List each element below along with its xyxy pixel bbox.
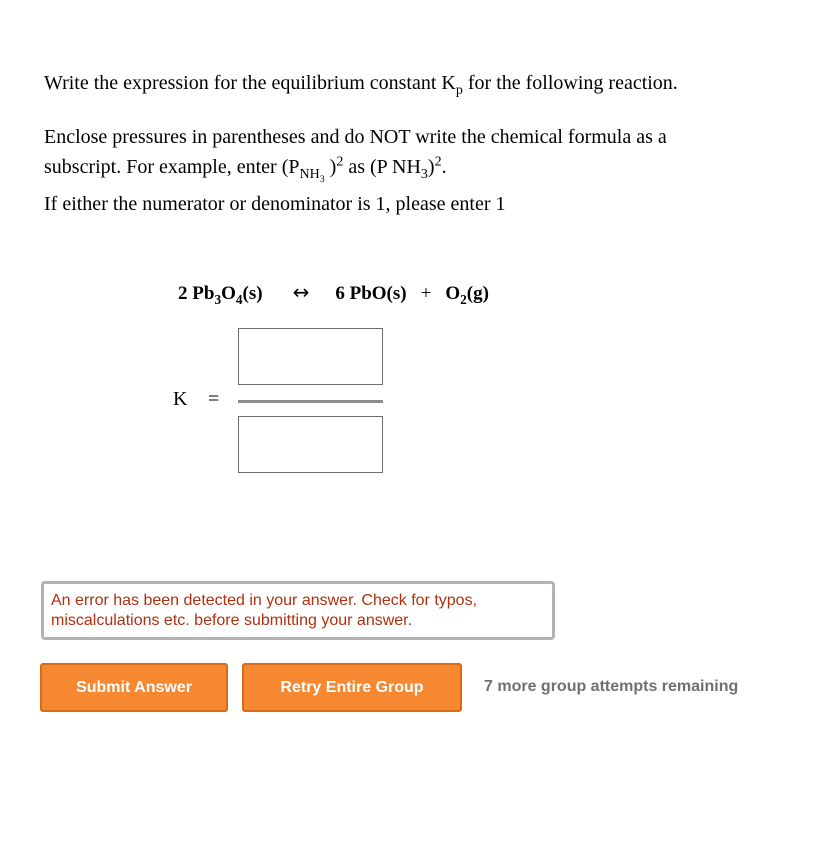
reactant-coef: 2 Pb (178, 283, 215, 304)
retry-entire-group-button[interactable]: Retry Entire Group (242, 663, 462, 712)
reactant-sub-1: 3 (214, 291, 222, 307)
q3-sup: 2 (336, 154, 344, 170)
q3-c: as (P NH (343, 156, 421, 178)
q1-sub: p (455, 83, 463, 98)
q3-sub (299, 167, 325, 185)
question-line-3 (44, 154, 447, 185)
q3-sub2: 3 (319, 173, 325, 185)
chemical-reaction (178, 280, 489, 305)
submit-answer-button[interactable]: Submit Answer (40, 663, 228, 712)
product-2-state: (g) (466, 283, 489, 304)
reactant-sub-2: 4 (235, 291, 243, 307)
question-line-1 (44, 71, 678, 98)
attempts-remaining-text: 7 more group attempts remaining (484, 678, 739, 695)
product-2-sub: 2 (460, 291, 467, 307)
question-line-4: If either the numerator or denominator is 1, please enter 1 (44, 193, 506, 215)
q3-sub-text: NH (299, 167, 320, 182)
q3-b: ) (324, 156, 337, 178)
equals-sign: = (208, 388, 220, 410)
k-label: K (173, 388, 188, 410)
equilibrium-arrow-icon: ↔ (292, 280, 310, 304)
error-message-box (41, 581, 555, 640)
reactant-state: (s) (242, 283, 263, 304)
numerator-input[interactable] (238, 328, 383, 385)
q3-sup2: 2 (434, 154, 442, 170)
question-line-2: Enclose pressures in parentheses and do NOT write the chemical formula as a (44, 126, 667, 148)
q3-a: subscript. For example, enter (P (44, 156, 300, 178)
q1-text-after: for the following reaction. (462, 72, 678, 94)
product-1: 6 PbO(s) (335, 283, 407, 304)
q3-e: . (441, 156, 447, 178)
error-message: An error has been detected in your answer. Check for typos, miscalculations etc. before submitting your answer. (51, 592, 478, 629)
q3-d: ) (427, 156, 435, 178)
reactant-mid: O (221, 283, 236, 304)
denominator-input[interactable] (238, 416, 383, 473)
q1-text: Write the expression for the equilibrium constant K (44, 72, 456, 94)
product-2: O (445, 283, 461, 304)
fraction-bar (238, 400, 383, 403)
plus-sign: + (420, 283, 432, 304)
q3-sub3: 3 (420, 167, 428, 182)
